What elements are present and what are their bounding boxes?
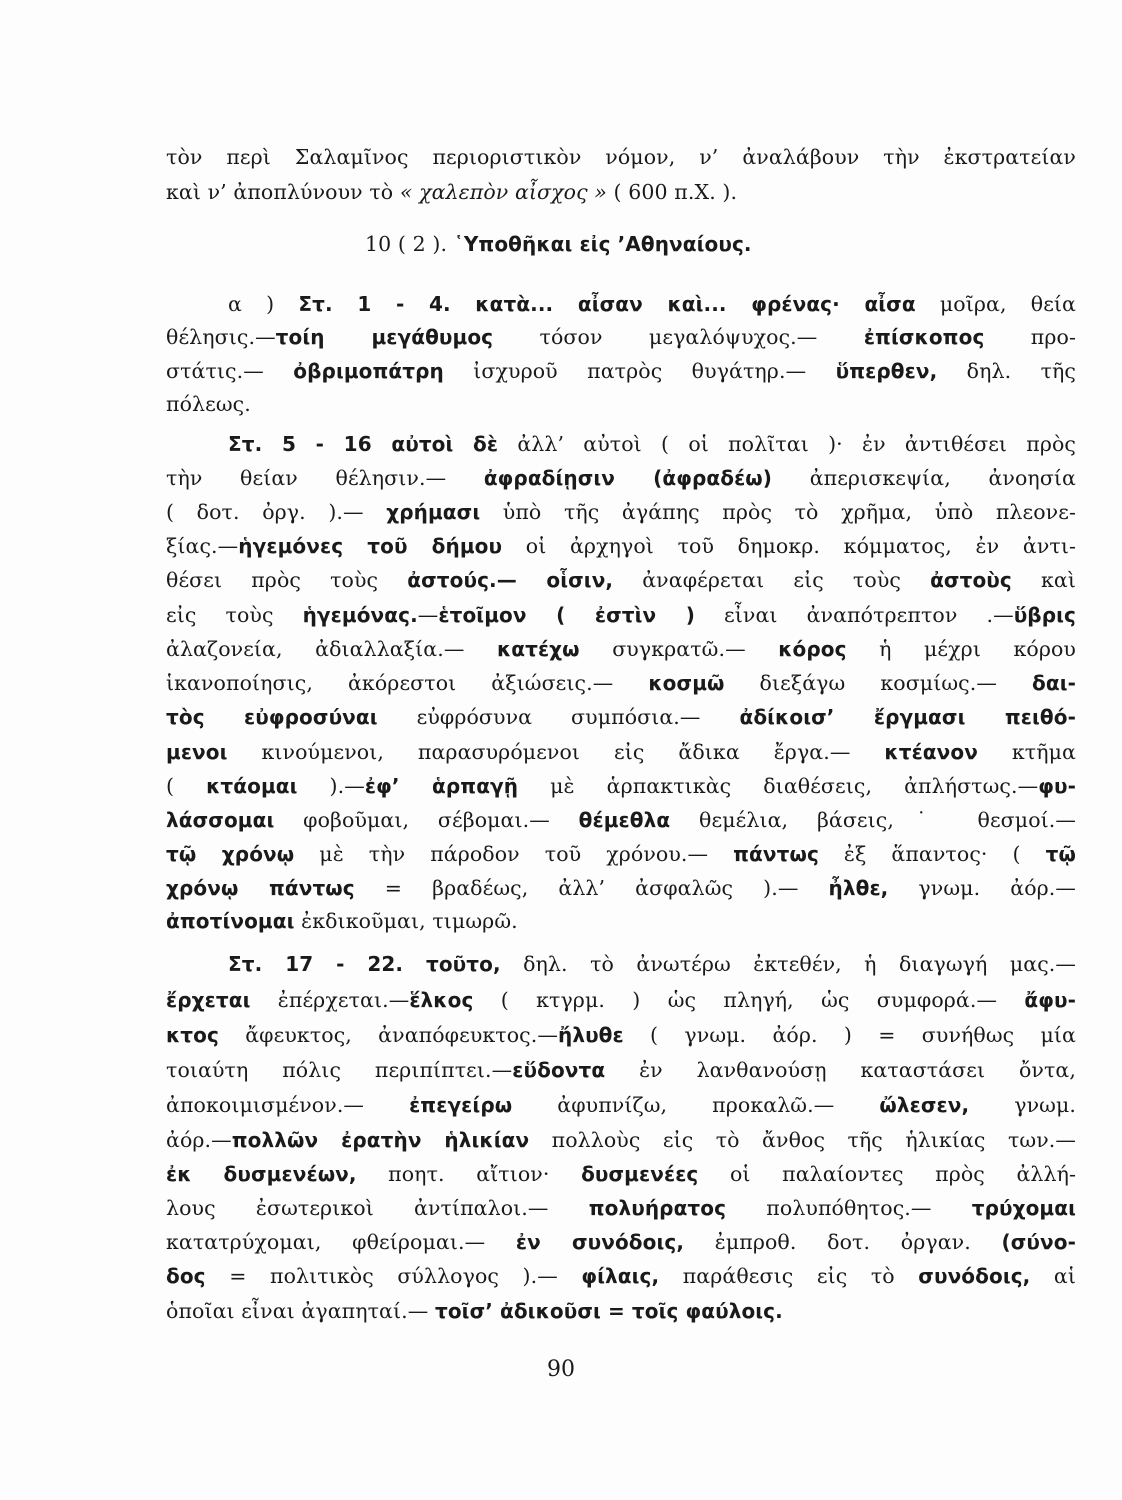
text-line <box>166 1159 1076 1189</box>
text-run: ἐπέρχεται.— <box>250 988 410 1012</box>
text-run: λους ἐσωτερικοὶ ἀντίπαλοι.— <box>166 1196 589 1220</box>
text-run: ( κτγρμ. ) ὡς πληγή, ὡς συμφορά.— <box>473 988 1025 1012</box>
bold-term: ἀστούς.— οἷσιν, <box>407 568 614 592</box>
bold-term: συνόδοις, <box>918 1264 1031 1288</box>
bold-term: ὕβρις <box>1013 603 1076 627</box>
text-run: τὴν θείαν θέλησιν.— <box>166 466 484 490</box>
bold-term: (σύνο- <box>1001 1230 1076 1254</box>
text-run: ὑπὸ τῆς ἀγάπης πρὸς τὸ χρῆμα, ὑπὸ πλεονε- <box>480 500 1076 524</box>
bold-term: ἀστοὺς <box>930 568 1012 592</box>
text-line <box>166 634 1076 664</box>
text-line <box>166 1261 1076 1291</box>
text-line <box>166 1193 1076 1223</box>
text-line <box>166 1055 1076 1085</box>
text-run: μὲ τὴν πάροδον τοῦ χρόνου.— <box>294 842 734 866</box>
text-run: αἱ <box>1030 1264 1076 1288</box>
bold-term: τὸς εὐφροσύναι <box>166 705 378 729</box>
text-line <box>228 289 1076 319</box>
page-number: 90 <box>547 1357 575 1382</box>
bold-term: χρήμασι <box>386 500 481 524</box>
text-run: πολυπόθητος.— <box>726 1196 972 1220</box>
bold-term: χρόνῳ πάντως <box>166 876 355 900</box>
bold-term: κατέχω <box>496 637 580 661</box>
text-line <box>166 142 1076 172</box>
text-line <box>166 463 1076 493</box>
text-run: ἡ μέχρι κόρου <box>846 637 1076 661</box>
text-run: δηλ. τῆς <box>937 359 1076 383</box>
text-line <box>166 702 1076 732</box>
text-run: τὸν περὶ Σαλαμῖνος περιοριστικὸν νόμον, ν’ ἀναλάβουν τὴν ἐκστρατείαν <box>166 145 1076 169</box>
text-line <box>166 1227 1076 1257</box>
text-run: ( <box>166 774 207 798</box>
bold-term: ἐπεγείρω <box>409 1093 513 1117</box>
text-run: πολλοὺς εἰς τὸ ἄνθος τῆς ἡλικίας των.— <box>529 1128 1076 1152</box>
text-run: ἐξ ἅπαντος· ( <box>818 842 1046 866</box>
text-line <box>228 429 1076 459</box>
bold-term: ἐφ’ ἁρπαγῇ <box>364 774 519 798</box>
text-run: ( γνωμ. ἀόρ. ) = συνήθως μία <box>623 1023 1076 1047</box>
text-run: γνωμ. <box>969 1093 1076 1117</box>
text-run: θέσει πρὸς τοὺς <box>166 568 408 592</box>
bold-term: ὀβριμοπάτρη <box>293 359 444 383</box>
text-run: στάτις.— <box>166 359 294 383</box>
bold-term: ἡγεμόνας. <box>302 603 418 627</box>
bold-term: πολλῶν ἐρατὴν ἡλικίαν <box>231 1128 530 1152</box>
text-run: θέλησις.— <box>166 325 276 349</box>
text-run: πόλεως. <box>166 392 251 416</box>
text-line <box>166 322 1076 352</box>
bold-term: ἐπίσκοπος <box>863 325 985 349</box>
text-line <box>166 873 1076 903</box>
text-run: ξίας.— <box>166 534 239 558</box>
text-run: παράθεσις εἰς τὸ <box>659 1264 919 1288</box>
bold-term: Στ. 1 - 4. κατὰ... αἶσαν καὶ... φρένας· αἶσα <box>298 292 916 316</box>
text-run: ἱκανοποίησις, ἀκόρεστοι ἀξιώσεις.— <box>166 671 649 695</box>
text-line <box>166 1125 1076 1155</box>
text-run: = πολιτικὸς σύλλογος ).— <box>205 1264 582 1288</box>
text-line <box>166 1090 1076 1120</box>
text-run: μοῖρα, θεία <box>915 292 1076 316</box>
text-run: εἶναι ἀναπότρεπτον .— <box>694 603 1014 627</box>
text-run: ἰσχυροῦ πατρὸς θυγάτηρ.— <box>443 359 836 383</box>
text-line <box>166 805 1076 835</box>
text-run: δηλ. τὸ ἀνωτέρω ἐκτεθέν, ἡ διαγωγή μας.— <box>500 952 1076 976</box>
text-line <box>166 600 1076 630</box>
text-line <box>166 737 1076 767</box>
text-line <box>166 356 1076 386</box>
text-run: προ- <box>984 325 1076 349</box>
text-run: συγκρατῶ.— <box>579 637 779 661</box>
bold-term: πάντως <box>733 842 819 866</box>
bold-term: κτέανον <box>884 740 978 764</box>
text-line <box>166 985 1076 1015</box>
text-line <box>228 949 1076 979</box>
text-line <box>166 839 1076 869</box>
text-run: κτῆμα <box>977 740 1076 764</box>
text-run: εὐφρόσυνα συμπόσια.— <box>377 705 740 729</box>
bold-term: ἦλθε, <box>828 876 889 900</box>
text-run: καὶ <box>1011 568 1076 592</box>
bold-term: ἄφυ- <box>1024 988 1076 1012</box>
section-heading <box>365 229 1065 259</box>
bold-term: θέμεθλα <box>578 808 671 832</box>
bold-term: εὕδοντα <box>512 1058 606 1082</box>
text-run: 10 ( 2 ). <box>365 232 454 256</box>
bold-term: δαι- <box>1032 671 1076 695</box>
text-run: κατατρύχομαι, φθείρομαι.— <box>166 1230 516 1254</box>
text-run: ).— <box>297 774 365 798</box>
bold-term: τοῖσ’ ἀδικοῦσι = τοῖς φαύλοις. <box>434 1299 783 1323</box>
text-run: = βραδέως, ἀλλ’ ἀσφαλῶς ).— <box>354 876 829 900</box>
italic-phrase: « χαλεπὸν αἶσχος » <box>399 180 607 204</box>
text-line <box>166 1020 1076 1050</box>
text-run: ( δοτ. ὀργ. ).— <box>166 500 387 524</box>
bold-term: Στ. 5 - 16 αὐτοὶ δὲ <box>228 432 499 456</box>
text-run: ὁποῖαι εἶναι ἀγαπηταί.— <box>166 1299 435 1323</box>
bold-term: τοίη μεγάθυμος <box>275 325 494 349</box>
bold-term: ῾Υποθῆκαι εἰς ’Αθηναίους. <box>453 232 752 256</box>
bold-term: κτάομαι <box>206 774 298 798</box>
text-run: ἀφυπνίζω, προκαλῶ.— <box>512 1093 880 1117</box>
bold-term: φίλαις, <box>581 1264 660 1288</box>
text-run: γνωμ. ἀόρ.— <box>888 876 1076 900</box>
bold-term: ἀποτίνομαι <box>166 909 295 933</box>
text-run: μὲ ἁρπακτικὰς διαθέσεις, ἀπλήστως.— <box>518 774 1039 798</box>
text-run: κινούμενοι, παρασυρόμενοι εἰς ἄδικα ἔργα.— <box>227 740 885 764</box>
bold-term: ἕλκος <box>409 988 474 1012</box>
text-line <box>166 389 1076 419</box>
text-run: ἐν λανθανούσῃ καταστάσει ὄντα, <box>605 1058 1076 1082</box>
text-line <box>166 177 1076 207</box>
bold-term: φυ- <box>1038 774 1076 798</box>
text-line <box>166 531 1076 561</box>
bold-term: τῷ χρόνῳ <box>166 842 295 866</box>
text-run: α ) <box>228 292 299 316</box>
bold-term: λάσσομαι <box>166 808 275 832</box>
text-run: τόσον μεγαλόψυχος.— <box>493 325 864 349</box>
text-run: ἀλαζονεία, ἀδιαλλαξία.— <box>166 637 497 661</box>
bold-term: ἡγεμόνες τοῦ δήμου <box>238 534 503 558</box>
bold-term: δος <box>166 1264 206 1288</box>
bold-term: πολυήρατος <box>588 1196 727 1220</box>
bold-term: κοσμῶ <box>648 671 725 695</box>
bold-term: ὕπερθεν, <box>835 359 938 383</box>
text-run: ἐκδικοῦμαι, τιμωρῶ. <box>294 909 518 933</box>
text-run: διεξάγω κοσμίως.— <box>724 671 1033 695</box>
text-run: ἀόρ.— <box>166 1128 232 1152</box>
text-line <box>166 906 1076 936</box>
text-run: ἀποκοιμισμένον.— <box>166 1093 410 1117</box>
text-run: — <box>417 603 439 627</box>
bold-term: ἀφραδίῃσιν (ἀφραδέω) <box>483 466 773 490</box>
bold-term: ἔρχεται <box>166 988 251 1012</box>
text-run: ἐμπροθ. δοτ. ὀργαν. <box>684 1230 1002 1254</box>
text-run: οἱ ἀρχηγοὶ τοῦ δημοκρ. κόμματος, ἐν ἀντι- <box>502 534 1076 558</box>
bold-term: ἑτοῖμον ( ἐστὶν ) <box>438 603 695 627</box>
text-run: καὶ ν’ ἀποπλύνουν τὸ <box>166 180 400 204</box>
text-run: ( 600 π.Χ. ). <box>606 180 738 204</box>
text-run: ἀναφέρεται εἰς τοὺς <box>613 568 931 592</box>
text-line <box>166 668 1076 698</box>
text-line <box>166 497 1076 527</box>
text-run: ποητ. αἴτιον· <box>356 1162 582 1186</box>
text-run: οἱ παλαίοντες πρὸς ἀλλή- <box>698 1162 1076 1186</box>
text-line <box>166 771 1076 801</box>
text-line <box>166 1296 1076 1326</box>
text-line <box>166 565 1076 595</box>
bold-term: ὤλεσεν, <box>879 1093 970 1117</box>
text-run: ἀπερισκεψία, ἀνοησία <box>772 466 1076 490</box>
text-run: ἄφευκτος, ἀναπόφευκτος.— <box>218 1023 558 1047</box>
text-run: ἀλλ’ αὐτοὶ ( οἱ πολῖται )· ἐν ἀντιθέσει πρὸς <box>498 432 1076 456</box>
bold-term: ἐκ δυσμενέων, <box>166 1162 357 1186</box>
bold-term: μενοι <box>166 740 228 764</box>
bold-term: τῷ <box>1045 842 1076 866</box>
bold-term: τρύχομαι <box>971 1196 1076 1220</box>
text-run: τοιαύτη πόλις περιπίπτει.— <box>166 1058 513 1082</box>
bold-term: Στ. 17 - 22. τοῦτο, <box>228 952 501 976</box>
bold-term: κόρος <box>778 637 847 661</box>
text-run: θεμέλια, βάσεις,˙ θεσμοί.— <box>670 808 1076 832</box>
text-run: εἰς τοὺς <box>166 603 303 627</box>
bold-term: ἤλυθε <box>557 1023 624 1047</box>
text-run: φοβοῦμαι, σέβομαι.— <box>274 808 579 832</box>
bold-term: κτος <box>166 1023 219 1047</box>
bold-term: δυσμενέες <box>581 1162 699 1186</box>
bold-term: ἐν συνόδοις, <box>515 1230 685 1254</box>
bold-term: ἀδίκοισ’ ἔργμασι πειθό- <box>739 705 1076 729</box>
